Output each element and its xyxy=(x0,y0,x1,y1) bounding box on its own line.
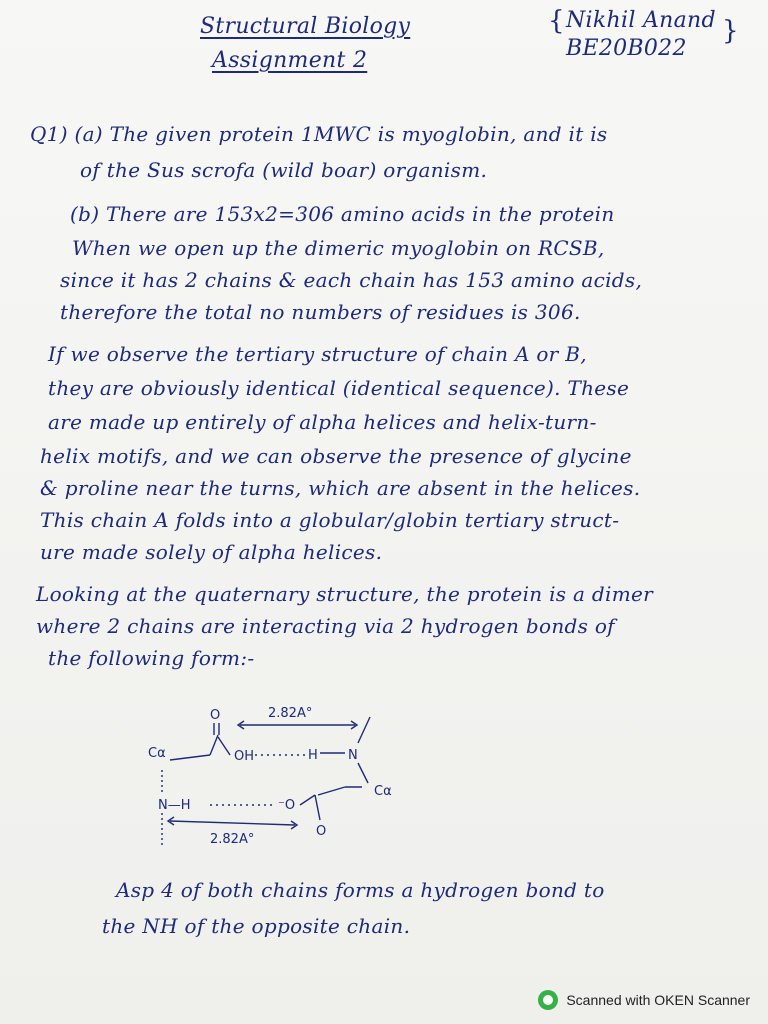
ca-left-label: Cα xyxy=(148,746,166,761)
body-line: If we observe the tertiary structure of chain A or B, xyxy=(48,342,587,366)
n-top-label: N xyxy=(348,748,358,763)
body-line: This chain A folds into a globular/globin tertiary struct- xyxy=(40,508,620,532)
body-line: are made up entirely of alpha helices and helix-turn- xyxy=(48,410,597,434)
body-line: Looking at the quaternary structure, the protein is a dimer xyxy=(36,582,653,606)
closing-line: the NH of the opposite chain. xyxy=(102,914,411,938)
distance-top-label: 2.82A° xyxy=(268,706,313,721)
body-line: the following form:- xyxy=(48,646,255,670)
roll-number: BE20B022 xyxy=(566,36,687,61)
distance-bottom-label: 2.82A° xyxy=(210,832,255,847)
body-line: ure made solely of alpha helices. xyxy=(40,540,383,564)
name-brace-right: } xyxy=(722,16,739,46)
name-brace-left: { xyxy=(548,6,565,36)
body-line: When we open up the dimeric myoglobin on RCSB, xyxy=(72,236,605,260)
student-name: Nikhil Anand xyxy=(566,8,716,33)
assignment-title: Assignment 2 xyxy=(212,48,368,73)
body-line: they are obviously identical (identical sequence). These xyxy=(48,376,630,400)
h-top-label: H xyxy=(308,748,318,763)
body-line: where 2 chains are interacting via 2 hydrogen bonds of xyxy=(36,614,615,638)
scanner-watermark xyxy=(538,990,750,1010)
body-line: (b) There are 153x2=306 amino acids in the protein xyxy=(70,202,615,226)
o-top-label: O xyxy=(210,708,221,723)
scanner-text: Scanned with OKEN Scanner xyxy=(566,992,750,1008)
oken-logo-icon xyxy=(538,990,558,1010)
body-line: since it has 2 chains & each chain has 153 amino acids, xyxy=(60,268,643,292)
o-minus-label: ⁻O xyxy=(278,798,296,813)
ca-right-label: Cα xyxy=(374,784,392,799)
body-line: helix motifs, and we can observe the presence of glycine xyxy=(40,444,632,468)
nh-bottom-label: N—H xyxy=(158,798,191,813)
body-line: therefore the total no numbers of residues is 306. xyxy=(60,300,581,324)
body-line: & proline near the turns, which are absent in the helices. xyxy=(40,476,641,500)
o-bottom-label: O xyxy=(316,824,327,839)
oh-label: OH xyxy=(234,749,255,764)
body-line: of the Sus scrofa (wild boar) organism. xyxy=(80,158,488,182)
hydrogen-bond-diagram xyxy=(140,695,400,855)
body-line: Q1) (a) The given protein 1MWC is myoglobin, and it is xyxy=(30,122,608,146)
closing-line: Asp 4 of both chains forms a hydrogen bond to xyxy=(116,878,605,902)
course-title: Structural Biology xyxy=(200,14,411,39)
